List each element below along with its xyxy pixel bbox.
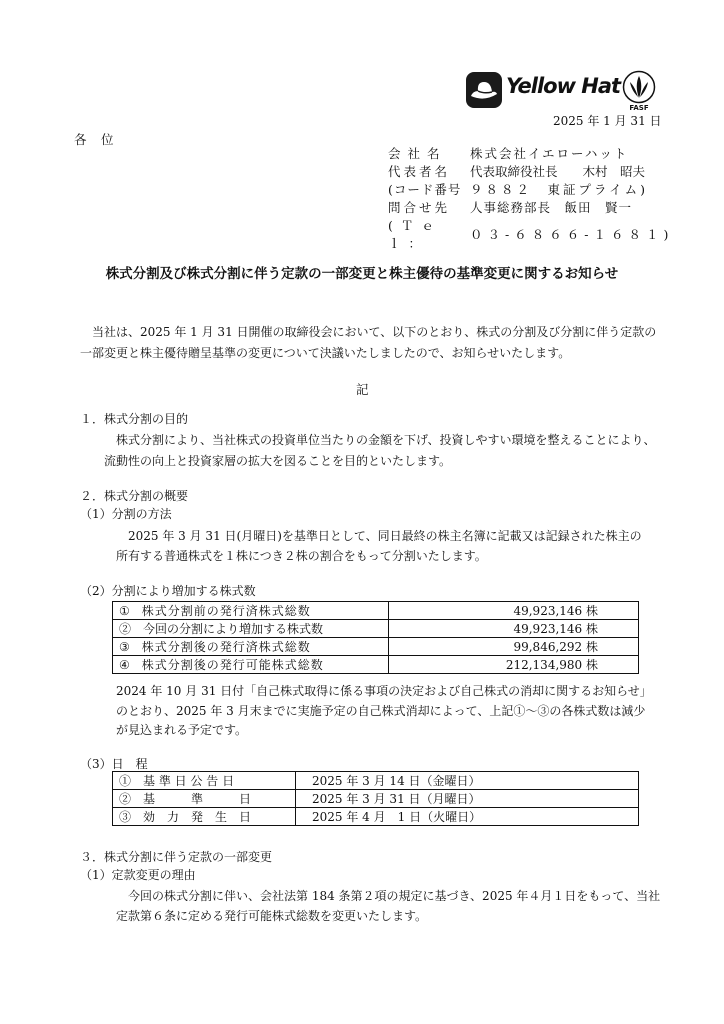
note-line: が見込まれる予定です。 (116, 723, 248, 737)
table-row (113, 620, 639, 638)
section-body: 株式分割により、当社株式の投資単位当たりの金額を下げ、投資しやすい環境を整えることにより、 (116, 433, 656, 447)
row-number: ③ (119, 640, 130, 654)
fasf-mark (620, 70, 658, 112)
subsection-heading: （3）日 程 (80, 757, 148, 771)
row-label: 今回の分割により増加する株式数 (143, 622, 324, 636)
table-cell-label (113, 772, 296, 790)
row-label: 効 力 発 生 日 (143, 810, 252, 824)
row-number: ① (119, 774, 132, 788)
company-label: 問合せ先 (388, 200, 451, 215)
company-value: ９８８２ 東証プライム) (470, 182, 649, 197)
section-body: 流動性の向上と投資家層の拡大を図ることを目的といたします。 (104, 454, 452, 468)
table-cell-label (113, 656, 389, 674)
table-row (113, 638, 639, 656)
table-row (113, 602, 639, 620)
table-row (113, 790, 639, 808)
subsection-heading: （1）分割の方法 (80, 507, 172, 521)
company-label: 会社名 (388, 146, 447, 161)
table-cell-value: 212,134,980 株 (389, 656, 639, 674)
row-label: 基 準 日 公 告 日 (143, 774, 235, 788)
table-cell-value: 49,923,146 株 (389, 602, 639, 620)
release-date: 2025 年 1 月 31 日 (553, 114, 662, 128)
fasf-label: FASF (629, 104, 649, 112)
company-value: 株式会社イエローハット (470, 146, 629, 161)
row-label: 株式分割前の発行済株式総数 (141, 604, 311, 618)
company-label: 代表者名 (388, 164, 451, 179)
table-row (113, 808, 639, 826)
company-row (388, 144, 673, 162)
company-info (388, 144, 673, 252)
company-logo (466, 70, 658, 112)
table-row (113, 772, 639, 790)
company-label: (コード番号 (388, 182, 462, 197)
company-row (388, 162, 673, 180)
company-value: 代表取締役社長 木村 昭夫 (470, 164, 646, 179)
hat-icon (466, 72, 502, 108)
table-cell-value: 49,923,146 株 (389, 620, 639, 638)
row-number: ② (119, 792, 132, 806)
table-cell-value: 2025 年 3 月 31 日（月曜日） (296, 790, 639, 808)
table-row (113, 656, 639, 674)
document-title: 株式分割及び株式分割に伴う定款の一部変更と株主優待の基準変更に関するお知らせ (105, 266, 619, 282)
row-number: ③ (119, 810, 132, 824)
row-label: 基 準 日 (143, 792, 252, 806)
company-label: (Ｔｅｌ： (388, 218, 442, 251)
intro-line: 当社は、2025 年 1 月 31 日開催の取締役会において、以下のとおり、株式の分割及び分割に伴う定款の (92, 325, 657, 339)
ki-marker: 記 (356, 382, 369, 397)
share-count-table (112, 601, 639, 674)
addressee: 各 位 (74, 132, 115, 147)
section-body: 2025 年 3 月 31 日(月曜日)を基準日として、同日最終の株主名簿に記載又は記録された株主の (128, 529, 642, 543)
company-row (388, 180, 673, 198)
section-body: 定款第６条に定める発行可能株式総数を変更いたします。 (116, 909, 428, 923)
table-cell-label (113, 808, 296, 826)
table-cell-label (113, 602, 389, 620)
section-body: 所有する普通株式を１株につき２株の割合をもって分割いたします。 (116, 549, 487, 563)
fasf-emblem-icon (620, 70, 658, 104)
section-heading: ２．株式分割の概要 (80, 489, 189, 503)
table-cell-value: 2025 年 4 月 1 日（火曜日） (296, 808, 639, 826)
row-label: 株式分割後の発行済株式総数 (141, 640, 311, 654)
section-body: 今回の株式分割に伴い、会社法第 184 条第２項の規定に基づき、2025 年４月１日をもって、当社 (128, 889, 661, 903)
intro-line: 一部変更と株主優待贈呈基準の変更について決議いたしましたので、お知らせいたします。 (80, 346, 571, 360)
company-row (388, 216, 673, 252)
subsection-heading: （2）分割により増加する株式数 (80, 584, 256, 598)
row-label: 株式分割後の発行可能株式総数 (141, 658, 324, 672)
table-cell-value: 2025 年 3 月 14 日（金曜日） (296, 772, 639, 790)
note-line: 2024 年 10 月 31 日付「自己株式取得に係る事項の決定および自己株式の消却に関するお知らせ」 (116, 684, 652, 698)
row-number: ④ (119, 658, 130, 672)
table-cell-value: 99,846,292 株 (389, 638, 639, 656)
row-number: ② (119, 622, 132, 636)
table-cell-label (113, 790, 296, 808)
brand-name: Yellow Hat (506, 74, 621, 98)
schedule-table (112, 771, 639, 826)
note-line: のとおり、2025 年 3 月末までに実施予定の自己株式消却によって、上記①～③の各株式数は減少 (116, 704, 646, 718)
company-value: ０３-６８６６-１６８１) (470, 227, 674, 242)
table-cell-label (113, 620, 389, 638)
section-heading: ３．株式分割に伴う定款の一部変更 (80, 850, 273, 864)
company-row (388, 198, 673, 216)
table-cell-label (113, 638, 389, 656)
subsection-heading: （1）定款変更の理由 (80, 868, 196, 882)
section-heading: １．株式分割の目的 (80, 412, 189, 426)
company-value: 人事総務部長 飯田 賢一 (470, 200, 633, 215)
row-number: ① (119, 604, 130, 618)
